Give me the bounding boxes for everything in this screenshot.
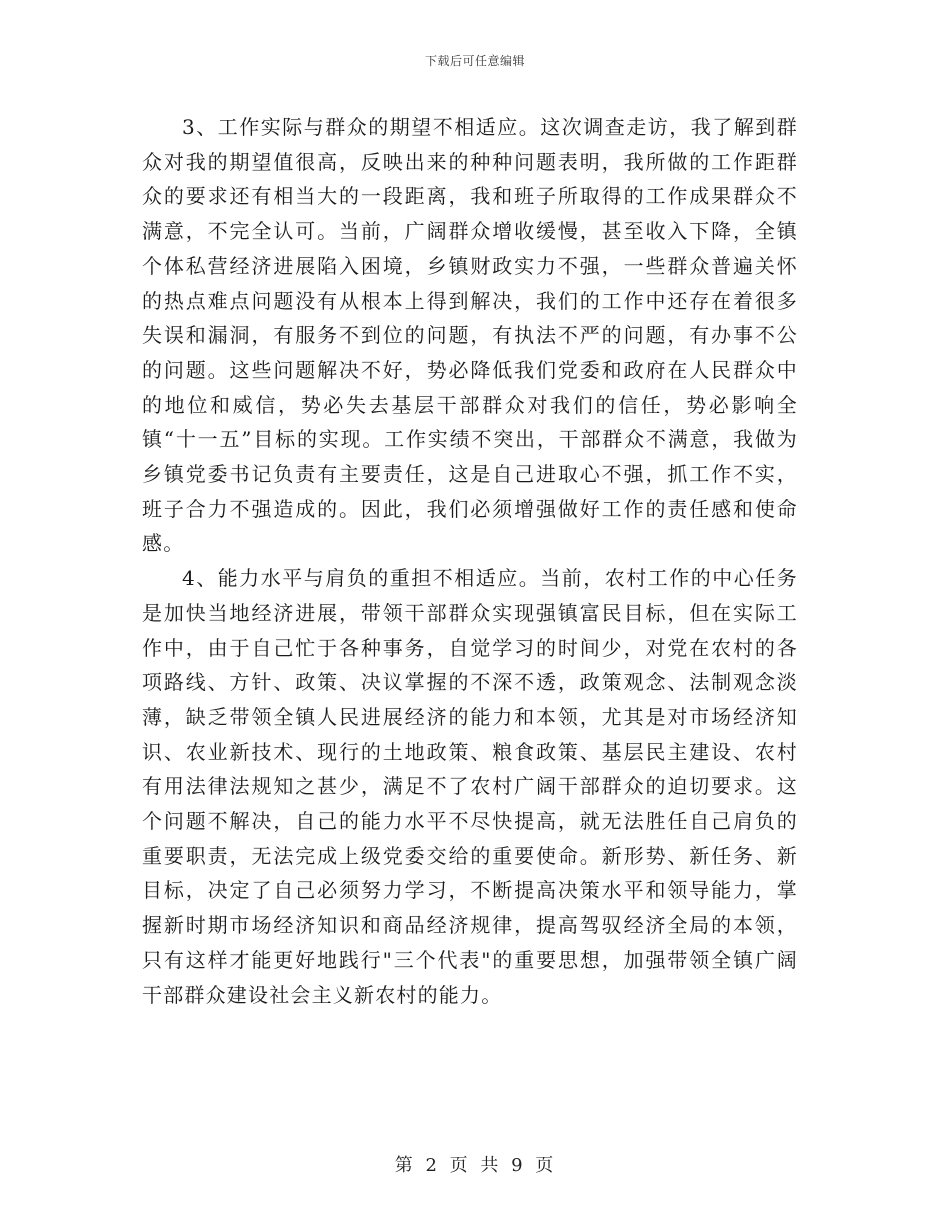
paragraph-3: 3、工作实际与群众的期望不相适应。这次调查走访，我了解到群众对我的期望值很高，反映出来的种种问题表明，我所做的工作距群众的要求还有相当大的一段距离，我和班子所取得的工作成果群众不满意，不完全认可。当前，广阔群众增收缓慢，甚至收入下降，全镇个体私营经济进展陷入困境，乡镇财政实力不强，一些群众普遍关怀的热点难点问题没有从根本上得到解决，我们的工作中还存在着很多失误和漏洞，有服务不到位的问题，有执法不严的问题，有办事不公的问题。这些问题解决不好，势必降低我们党委和政府在人民群众中的地位和威信，势必失去基层干部群众对我们的信任，势必影响全镇“十一五”目标的实现。工作实绩不突出，干部群众不满意，我做为乡镇党委书记负责有主要责任，这是自己进取心不强，抓工作不实，班子合力不强造成的。因此，我们必须增强做好工作的责任感和使命感。 <box>142 115 798 556</box>
header-note: 下载后可任意编辑 <box>424 54 525 68</box>
page-number: 第 2 页 共 9 页 <box>394 1155 556 1176</box>
paragraph-4: 4、能力水平与肩负的重担不相适应。当前，农村工作的中心任务是加快当地经济进展，带领干部群众实现强镇富民目标，但在实际工作中，由于自己忙于各种事务，自觉学习的时间少，对党在农村的各项路线、方针、政策、决议掌握的不深不透，政策观念、法制观念淡薄，缺乏带领全镇人民进展经济的能力和本领，尤其是对市场经济知识、农业新技术、现行的土地政策、粮食政策、基层民主建设、农村有用法律法规知之甚少，满足不了农村广阔干部群众的迫切要求。这个问题不解决，自己的能力水平不尽快提高，就无法胜任自己肩负的重要职责，无法完成上级党委交给的重要使命。新形势、新任务、新目标，决定了自己必须努力学习，不断提高决策水平和领导能力，掌握新时期市场经济知识和商品经济规律，提高驾驭经济全局的本领，只有这样才能更好地践行"三个代表"的重要思想，加强带领全镇广阔干部群众建设社会主义新农村的能力。 <box>142 566 798 1007</box>
document-body <box>142 110 798 1012</box>
